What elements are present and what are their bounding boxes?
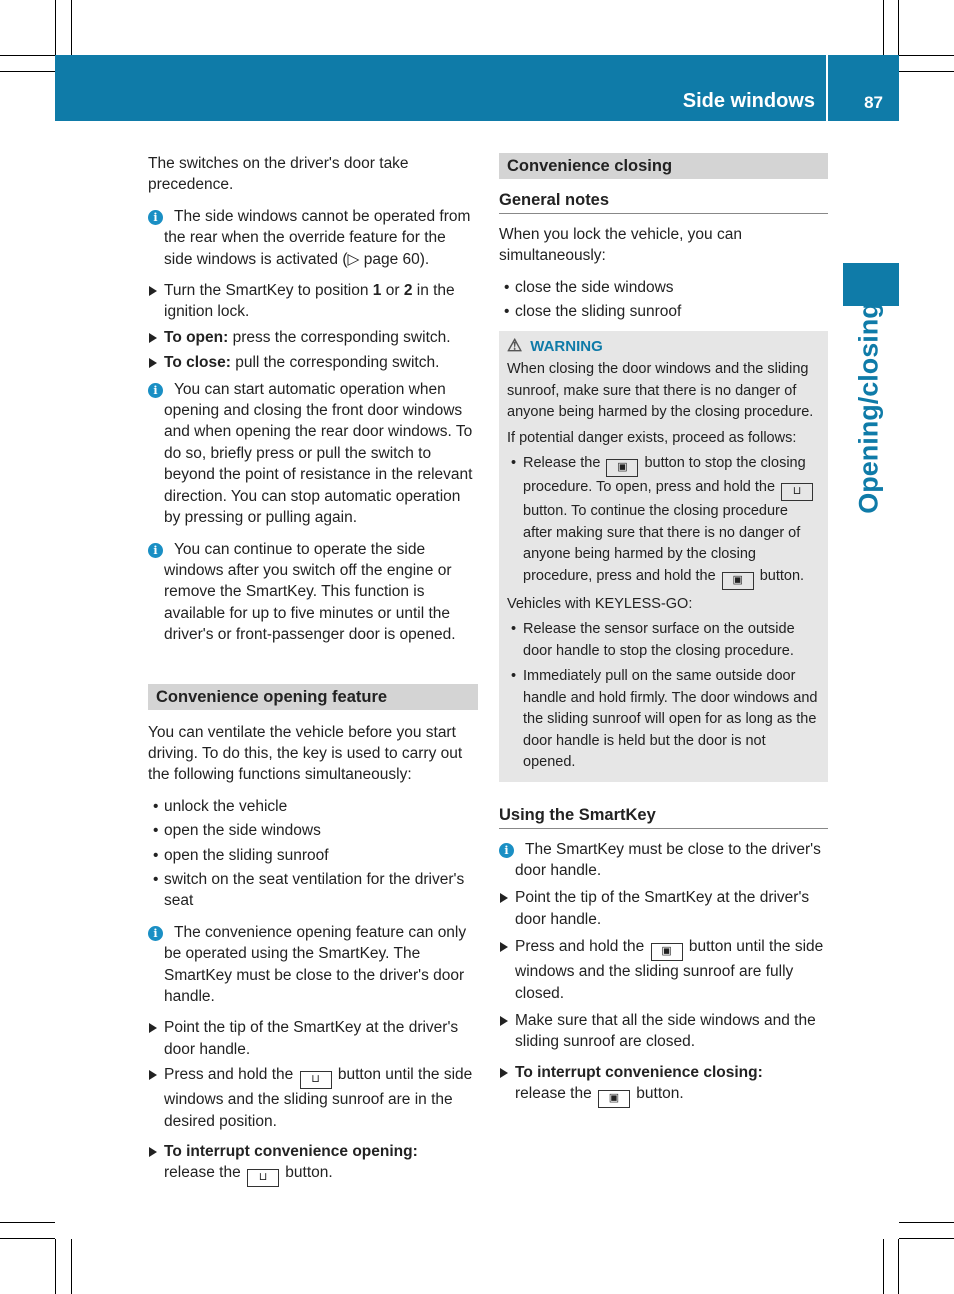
crop-mark (0, 55, 55, 56)
info-icon: i (148, 926, 163, 941)
list-item: • unlock the vehicle (148, 796, 478, 817)
section-heading: Convenience opening feature (148, 684, 478, 710)
crop-mark (899, 1238, 954, 1239)
step-item: To interrupt convenience closing: release the ▣ button. (499, 1062, 828, 1108)
step-arrow-icon (500, 1016, 508, 1026)
lock-icon: ▣ (722, 572, 754, 590)
info-icon: i (148, 383, 163, 398)
crop-mark (899, 71, 954, 72)
step-arrow-icon (500, 1068, 508, 1078)
warning-box (499, 331, 828, 782)
section-heading: Convenience closing (499, 153, 828, 179)
crop-mark (898, 0, 899, 55)
info-icon: i (499, 843, 514, 858)
unlock-icon: ⊔ (247, 1169, 279, 1187)
info-note: i The convenience opening feature can only be operated using the SmartKey. The SmartKey must be close to the driver's door handle. (148, 922, 478, 1008)
list-item: • open the sliding sunroof (148, 845, 478, 866)
paragraph: The switches on the driver's door take precedence. (148, 155, 409, 194)
crop-mark (883, 0, 884, 55)
left-column (148, 153, 478, 1191)
warning-header: ⚠ WARNING (507, 335, 603, 355)
info-note: i You can continue to operate the side windows after you switch off the engine or remove the SmartKey. This function is available for up to five minutes or until the driver's or front-passenger door is opened. (148, 539, 478, 646)
right-column (499, 153, 828, 1112)
page-number: 87 (864, 93, 883, 112)
step-arrow-icon (500, 893, 508, 903)
step-item: To interrupt convenience opening: release the ⊔ button. (148, 1141, 478, 1187)
step-item: To open: press the corresponding switch. (148, 327, 478, 348)
step-item: Turn the SmartKey to position 1 or 2 in the ignition lock. (148, 280, 478, 323)
step-arrow-icon (149, 333, 157, 343)
step-item: Point the tip of the SmartKey at the driver's door handle. (148, 1017, 478, 1060)
crop-mark (0, 1222, 55, 1223)
step-arrow-icon (149, 358, 157, 368)
subheading: Using the SmartKey (499, 804, 828, 829)
bullet-list (148, 796, 478, 912)
bullet-list (499, 277, 828, 323)
crop-mark (71, 0, 72, 55)
crop-mark (899, 55, 954, 56)
paragraph: When you lock the vehicle, you can simultaneously: (499, 226, 742, 265)
step-arrow-icon (149, 1147, 157, 1157)
subheading: General notes (499, 189, 828, 214)
warning-bullet: • Release the sensor surface on the outside door handle to stop the closing procedure. (507, 619, 820, 662)
step-item: To close: pull the corresponding switch. (148, 352, 478, 373)
list-item: • close the sliding sunroof (499, 301, 828, 322)
crop-mark (71, 1239, 72, 1294)
step-item: Press and hold the ⊔ button until the side windows and the sliding sunroof are in the desired position. (148, 1064, 478, 1132)
warning-bullet: • Immediately pull on the same outside door handle and hold firmly. The door windows and the sliding sunroof will open for as long as the door handle is held but the door is not opened. (507, 666, 820, 774)
crop-mark (899, 1222, 954, 1223)
crop-mark (898, 1239, 899, 1294)
step-arrow-icon (500, 942, 508, 952)
info-note: i The side windows cannot be operated from the rear when the override feature for the side windows is activated (▷ page 60). (148, 206, 478, 270)
warning-text: Vehicles with KEYLESS-GO: (507, 595, 693, 612)
info-note: i The SmartKey must be close to the driver's door handle. (499, 839, 828, 882)
page-header (55, 55, 899, 121)
step-arrow-icon (149, 1023, 157, 1033)
chapter-label: Opening/closing (853, 302, 884, 514)
list-item: • close the side windows (499, 277, 828, 298)
step-arrow-icon (149, 286, 157, 296)
header-divider (826, 55, 828, 121)
lock-icon: ▣ (606, 459, 638, 477)
lock-icon: ▣ (598, 1090, 630, 1108)
crop-mark (55, 0, 56, 55)
crop-mark (55, 1239, 56, 1294)
paragraph: You can ventilate the vehicle before you start driving. To do this, the key is used to carry out the following functions simultaneously: (148, 723, 463, 784)
step-item: Press and hold the ▣ button until the side windows and the sliding sunroof are fully closed. (499, 936, 828, 1004)
crop-mark (0, 1238, 55, 1239)
page-title: Side windows (682, 90, 815, 112)
warning-text: If potential danger exists, proceed as follows: (507, 429, 797, 446)
warning-bullet: • Release the ▣ button to stop the closing procedure. To open, press and hold the ⊔ button. To continue the closing procedure after making sure that there is no danger of anyone being harmed by the closing procedure, press and hold the ▣ button. (507, 453, 820, 590)
step-item: Make sure that all the side windows and the sliding sunroof are closed. (499, 1010, 828, 1053)
unlock-icon: ⊔ (781, 483, 813, 501)
step-item: Point the tip of the SmartKey at the driver's door handle. (499, 887, 828, 930)
lock-icon: ▣ (651, 943, 683, 961)
warning-text: When closing the door windows and the sliding sunroof, make sure that there is no danger of anyone being harmed by the closing procedure. (507, 361, 814, 421)
step-arrow-icon (149, 1070, 157, 1080)
info-note: i You can start automatic operation when opening and closing the front door windows and when opening the rear door windows. To do so, briefly press or pull the switch to beyond the point of resistance in the relevant direction. You can stop automatic operation by pressing or pulling again. (148, 379, 478, 529)
chapter-tab (843, 263, 899, 306)
warning-triangle-icon: ⚠ (507, 335, 523, 355)
list-item: • switch on the seat ventilation for the driver's seat (148, 869, 478, 912)
info-icon: i (148, 543, 163, 558)
crop-mark (0, 71, 55, 72)
list-item: • open the side windows (148, 820, 478, 841)
unlock-icon: ⊔ (300, 1071, 332, 1089)
info-icon: i (148, 210, 163, 225)
crop-mark (883, 1239, 884, 1294)
